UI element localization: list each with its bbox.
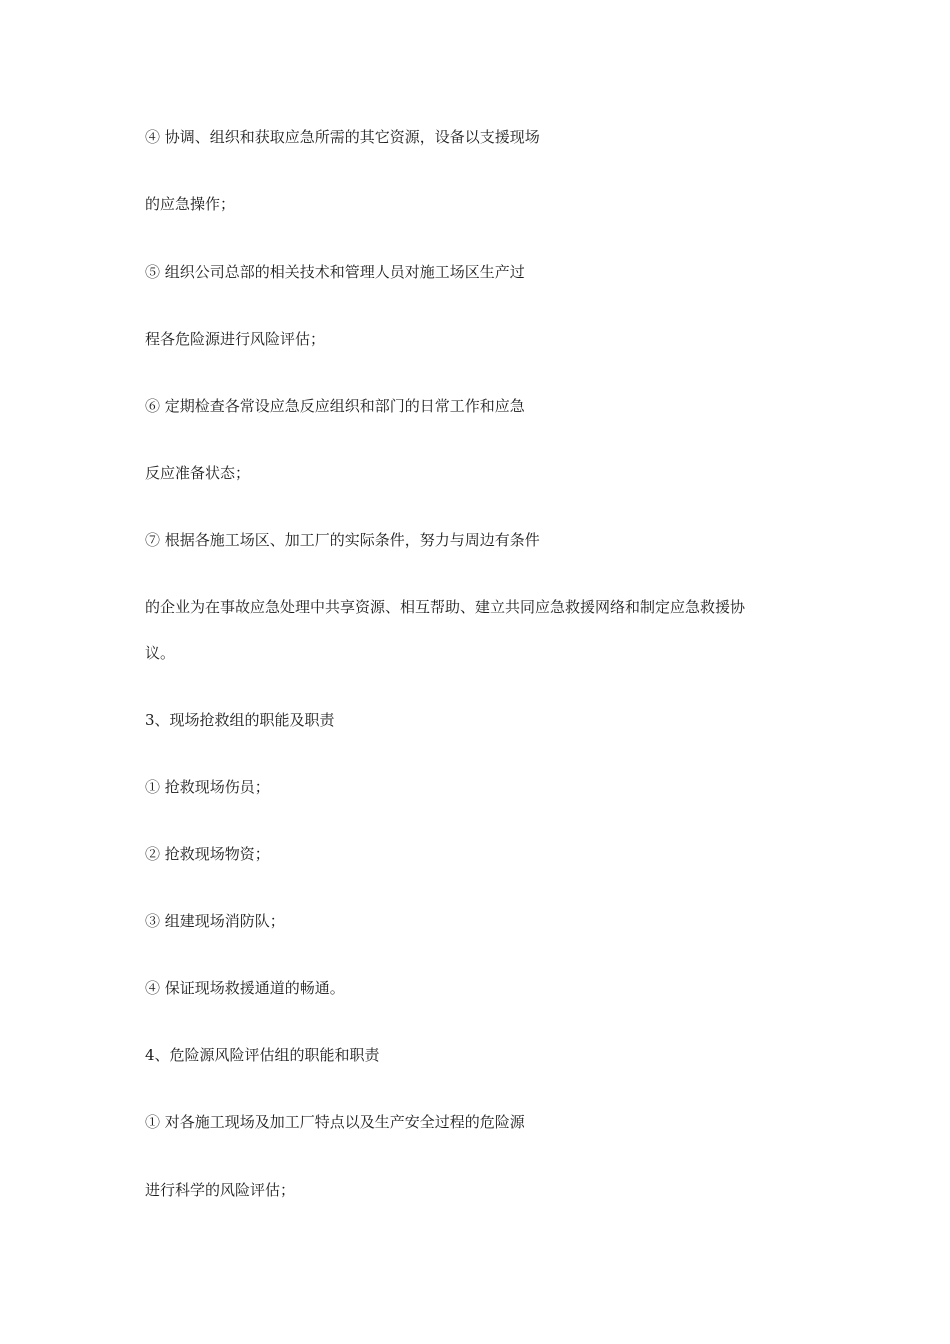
section-4-item-1-continuation: 进行科学的风险评估；	[145, 1181, 296, 1199]
section-3-item-4: ④ 保证现场救援通道的畅通。	[145, 979, 345, 997]
item-7-continuation: 的企业为在事故应急处理中共享资源、相互帮助、建立共同应急救援网络和制定应急救援协	[145, 598, 746, 616]
item-4-coordinate-resources: ④ 协调、组织和获取应急所需的其它资源，设备以支援现场	[145, 128, 540, 146]
item-6-regular-inspection: ⑥ 定期检查各常设应急反应组织和部门的日常工作和应急	[145, 397, 525, 415]
item-6-continuation: 反应准备状态；	[145, 464, 251, 482]
section-4-item-1: ① 对各施工现场及加工厂特点以及生产安全过程的危险源	[145, 1113, 525, 1131]
section-4-heading: 4、危险源风险评估组的职能和职责	[145, 1046, 380, 1064]
item-5-continuation: 程各危险源进行风险评估；	[145, 330, 326, 348]
section-3-heading: 3、现场抢救组的职能及职责	[145, 711, 335, 729]
item-7-continuation-end: 议。	[145, 644, 176, 662]
section-3-item-1: ① 抢救现场伤员；	[145, 778, 270, 796]
item-5-risk-assessment-organize: ⑤ 组织公司总部的相关技术和管理人员对施工场区生产过	[145, 263, 525, 281]
section-3-item-3: ③ 组建现场消防队；	[145, 912, 285, 930]
item-4-continuation: 的应急操作；	[145, 195, 236, 213]
item-7-cooperation: ⑦ 根据各施工场区、加工厂的实际条件，努力与周边有条件	[145, 531, 540, 549]
section-3-item-2: ② 抢救现场物资；	[145, 845, 270, 863]
